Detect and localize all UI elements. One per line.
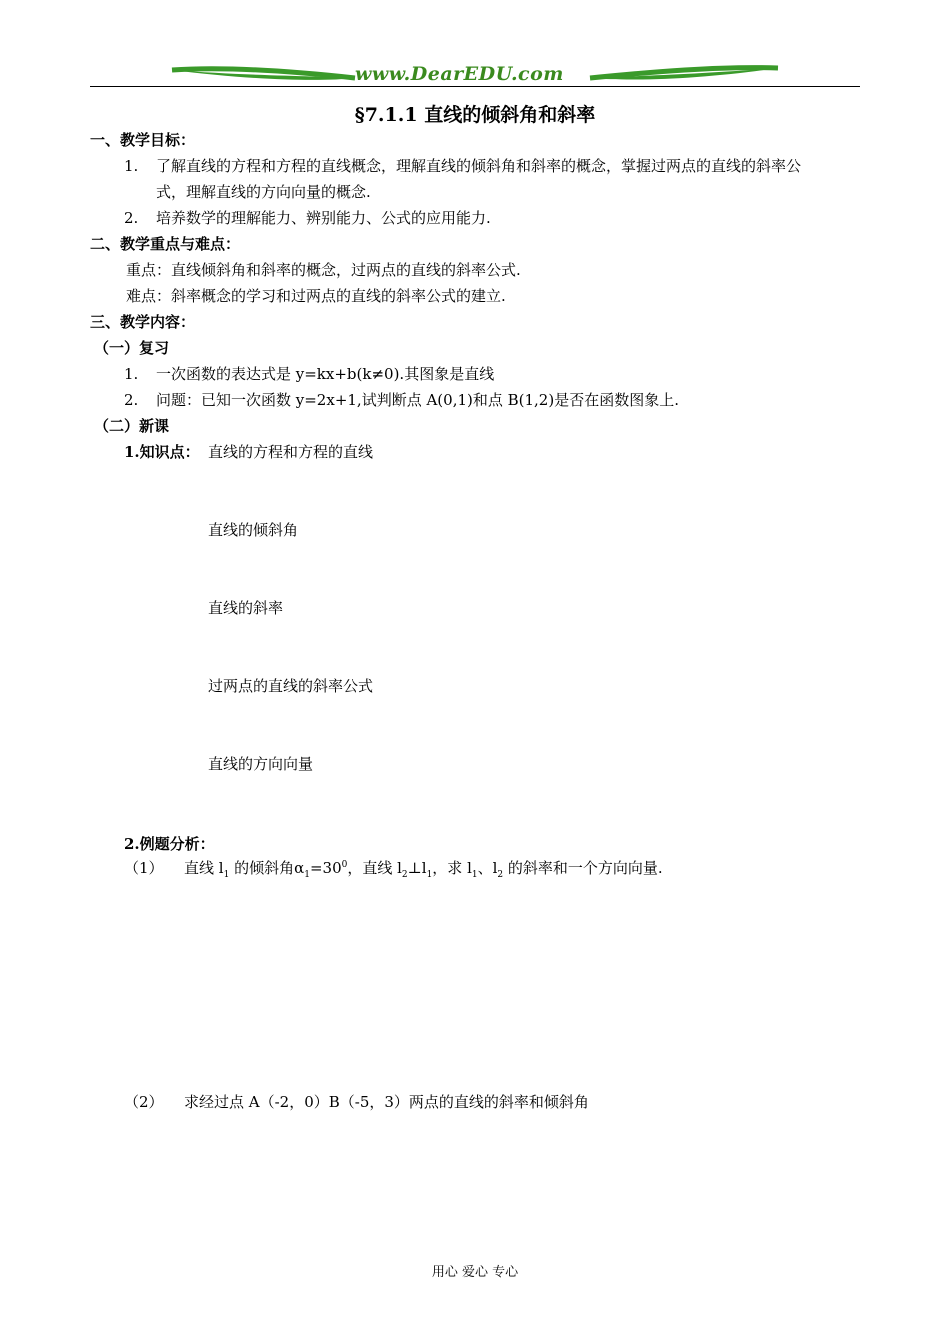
examples-label: 2.例题分析： [124, 835, 215, 853]
example-1-num: （1） [124, 859, 164, 877]
topic-5: 直线的方向向量 [208, 755, 314, 773]
section3-heading: 三、教学内容： [90, 313, 196, 331]
page-footer: 用心 爱心 专心 [431, 1265, 519, 1280]
objective-1-line1: 了解直线的方程和方程的直线概念，理解直线的倾斜角和斜率的概念，掌握过两点的直线的斜率公 [156, 157, 802, 175]
topic-2: 直线的倾斜角 [208, 521, 299, 539]
example-2-num: （2） [124, 1093, 164, 1111]
review-2-text: 问题：已知一次函数 y=2x+1,试判断点 A(0,1)和点 B(1,2)是否在函数图象上. [156, 391, 679, 409]
example-2-text: 求经过点 A（-2，0）B（-5，3）两点的直线的斜率和倾斜角 [184, 1093, 589, 1111]
topic-4: 过两点的直线的斜率公式 [208, 677, 374, 695]
section2-heading: 二、教学重点与难点： [90, 235, 241, 253]
topic-3: 直线的斜率 [208, 599, 284, 617]
objective-1-line2: 式，理解直线的方向向量的概念. [156, 183, 371, 201]
header-rule [90, 86, 860, 87]
objective-2-num: 2. [124, 209, 139, 227]
difficult-point: 难点：斜率概念的学习和过两点的直线的斜率公式的建立. [126, 287, 506, 305]
review-1-num: 1. [124, 365, 139, 383]
key-point: 重点：直线倾斜角和斜率的概念，过两点的直线的斜率公式. [126, 261, 521, 279]
review-heading: （一）复习 [94, 339, 170, 357]
review-1-text: 一次函数的表达式是 y=kx+b(k≠0).其图象是直线 [156, 365, 495, 383]
header-logo-text: www.DearEDU.com [355, 63, 564, 85]
objective-2-text: 培养数学的理解能力、辨别能力、公式的应用能力. [156, 209, 491, 227]
newlesson-heading: （二）新课 [94, 417, 170, 435]
section1-heading: 一、教学目标： [90, 131, 196, 149]
example-1-text: 直线 $l_1$ 的倾斜角$\alpha_1=30^0$，直线 $l_2\perp l_1$，求 $l_1$、$l_2$ 的斜率和一个方向向量. [184, 859, 663, 880]
review-2-num: 2. [124, 391, 139, 409]
page-title: §7.1.1 直线的倾斜角和斜率 [354, 104, 596, 126]
topic-1: 直线的方程和方程的直线 [208, 443, 374, 461]
objective-1-num: 1. [124, 157, 139, 175]
knowledge-label: 1.知识点： [124, 443, 200, 461]
